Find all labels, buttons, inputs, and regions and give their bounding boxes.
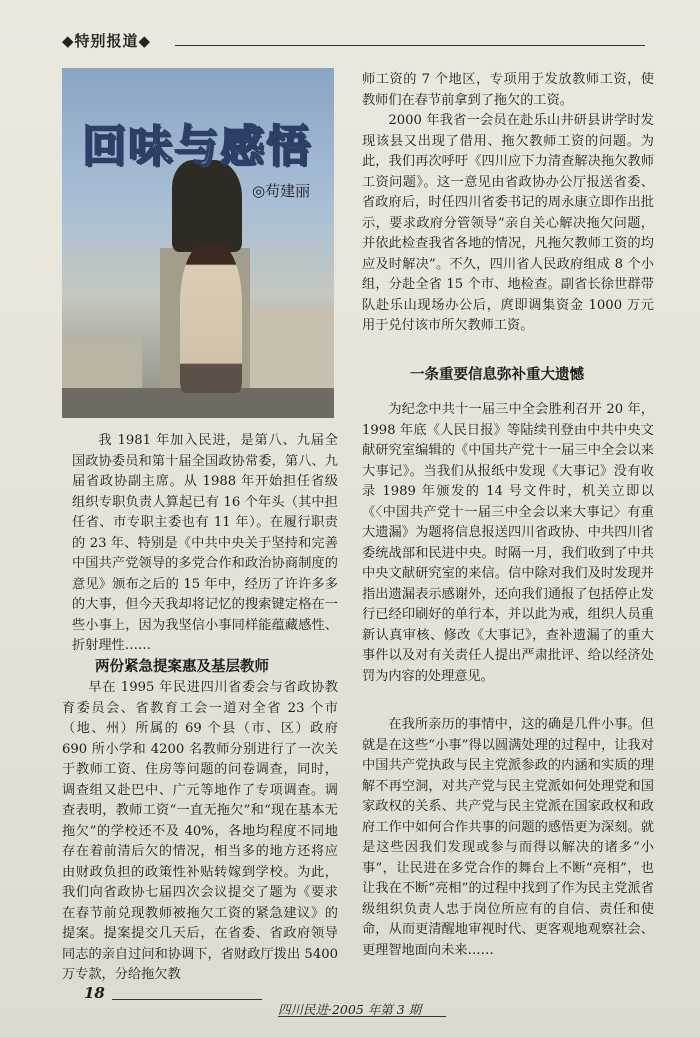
continued-paragraph: 师工资的 7 个地区，专项用于发放教师工资，使教师们在春节前拿到了拖欠的工资。 — [362, 72, 654, 108]
footer-rule-2 — [278, 1016, 446, 1017]
subheading-teachers: 两份紧急提案惠及基层教师 — [95, 659, 269, 675]
page-number: 18 — [84, 984, 105, 1002]
right-mid-column — [362, 400, 654, 687]
intro-paragraph: 我 1981 年加入民进，是第八、九届全国政协委员和第十届全国政协常委，第八、九届省政协副主席。从 1988 年开始担任省级组织专职负责人算起已有 16 个年头（其中担任省、市专职主委也有 11 年）。在履行职责的 23 年、特别是《中共中央关于坚持和完善中国共产党领导的多党合作和政治协商制度的意见》颁布之后的 15 年中，经历了许许多多的大事，但今天我却将记忆的搜索键定格在一些小事上，因为我坚信小事同样能蕴藏感性、折射理性…… — [72, 433, 338, 653]
closing-paragraph: 在我所亲历的事情中，这的确是几件小事。但就是在这些“小事”得以圆满处理的过程中，让我对中国共产党执政与民主党派参政的内涵和实质的理解不再空洞，对共产党与民主党派如何处理党和国家政权的关系、共产党与民主党派在国家政权和政府工作中如何合作共事的问题的感悟更为深刻。就是这些因我们发现或参与而得以解决的诸多“小事”，让民进在多党合作的舞台上不断“亮相”，也让我在不断“亮相”的过程中找到了作为民主党派省级组织负责人忠于岗位所应有的自信、责任和使命，从而更清醒地审视时代、更客观地观察社会、更理智地面向未来…… — [362, 717, 654, 958]
header-rule — [175, 45, 645, 46]
intro-column — [72, 431, 338, 657]
article-title: 回味与感悟 — [82, 121, 312, 172]
photo-building-right — [244, 308, 334, 398]
right-bottom-column — [362, 715, 654, 961]
teachers-paragraph: 早在 1995 年民进四川省委会与省政协教育委员会、省教育工会一道对全省 23 个市（地、州）所属的 69 个县（市、区）政府 690 所小学和 4200 名教师分别进行了一次关于教师工资、住房等问题的问卷调查，同时，调查组又赴巴中、广元等地作了专项调查。调查表明，教师工资“一直无拖欠”和“现在基本无拖欠”的学校还不及 40%，各地均程度不同地存在着前清后欠的情况，相当多的地方还将应由财政负担的政策性补贴转嫁到学校。为此，我们向省政协七届四次会议提交了题为《要求在春节前兑现教师被拖欠工资的紧急建议》的提案。提案提交几天后，在省委、省政府领导同志的亲自过问和协调下，省财政厅拨出 5400 万专款，分给拖欠教 — [62, 680, 338, 982]
paragraph-1998: 为纪念中共十一届三中全会胜利召开 20 年，1998 年底《人民日报》等陆续刊登由中共中央文献研究室编辑的《中国共产党十一届三中全会以来大事记》。当我们从报纸中发现《大事记》没有收录 1989 年颁发的 14 号文件时，机关立即以《〈中国共产党十一届三中全会以来大事记〉有重大遗漏》为题将信息报送四川省政协、中共四川省委统战部和民进中央。时隔一月，我们收到了中共中央文献研究室的来信。信中除对我们及时发现并指出遗漏表示感谢外，还向我们通报了包括停止发行已经印刷好的单行本，并以此为戒，组织人员重新认真审核、修改《大事记》，查补遗漏了的重大事件以及对有关责任人提出严肃批评、给以经济处罚为内容的处理意见。 — [362, 402, 654, 684]
footer-rule — [112, 999, 262, 1000]
journal-issue: 四川民进·2005 年第 3 期 — [278, 1002, 422, 1017]
paragraph-2000: 2000 年我省一会员在赴乐山井研县讲学时发现该县又出现了借用、拖欠教师工资的问题。为此，我们再次呼吁《四川应下力清查解决拖欠教师工资问题》。这一意见由省政协办公厅报送省委、省政府后，时任四川省委书记的周永康立即作出批示，要求政府分管领导“亲自关心解决拖欠问题，并依此检查我省各地的情况，凡拖欠教师工资的均应及时解决”。不久，四川省人民政府组成 8 个小组，分赴全省 15 个市、地检查。副省长徐世群带队赴乐山现场办公后，庹即调集资金 1000 万元用于兑付该市所欠教师工资。 — [362, 113, 654, 333]
photo-author-figure — [180, 243, 242, 393]
article-photo — [62, 68, 334, 418]
right-top-column — [362, 70, 654, 337]
author-byline: ◎苟建丽 — [252, 182, 311, 200]
section-tag: ◆特别报道◆ — [62, 32, 152, 50]
left-body-column — [62, 678, 338, 986]
subheading-information: 一条重要信息弥补重大遗憾 — [410, 367, 584, 383]
